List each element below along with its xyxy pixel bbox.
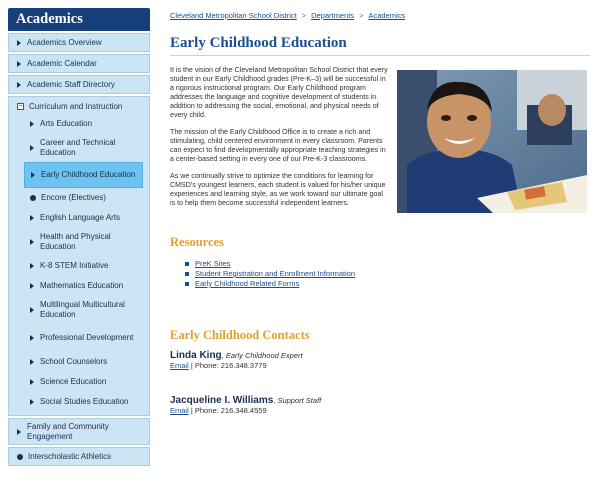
expand-circle-icon (17, 454, 23, 460)
contact-name: Jacqueline I. Williams (170, 395, 274, 406)
contact-card: Jacqueline I. Williams, Support Staff Email | Phone: 216.348.4559 (170, 395, 322, 415)
resources-heading: Resources (170, 235, 224, 249)
list-item (185, 279, 355, 289)
sidebar-subitem-encore[interactable] (24, 188, 143, 208)
breadcrumb-link-district[interactable]: Cleveland Metropolitan School District (170, 11, 297, 20)
paragraph-vision: It is the vision of the Cleveland Metropolitan School District that every student in our Early Childhood grades (Pre-K–3) will be successful in a rigorous instructional program. Our Early Childhood program addresses the language and cognitive development of students in addition to addressing the social, emotional, and physical needs of every child. (170, 66, 388, 119)
sidebar-subitem-science[interactable] (24, 372, 143, 392)
contact-role: Early Childhood Expert (225, 351, 303, 360)
expand-circle-icon (30, 195, 36, 201)
paragraph-mission: The mission of the Early Childhood Office is to create a rich and stimulating, child centered environment in every classroom. Parents can expect to find developmentally appropriate teaching strategies in a center-based setting in every one of our Pre-K-3 classrooms. (170, 128, 386, 163)
breadcrumb (170, 11, 405, 20)
paragraph-goal: As we continually strive to optimize the conditions for learning for CMSD's youngest learners, each student is valued for his/her unique experiences and learning style, as we work toward our ultimate goal is to help them become successful independent learners. (170, 172, 386, 207)
arrow-bullet-icon (30, 307, 34, 313)
sidebar-item-label: Family and Community Engagement (27, 421, 109, 441)
sidebar-subitem-label: Career and Technical Education (40, 138, 116, 157)
sidebar-subitem-label: Encore (Electives) (41, 193, 106, 202)
sidebar-subitem-label: Arts Education (40, 119, 93, 128)
sidebar-subitem-label: Early Childhood Education (41, 170, 136, 179)
sidebar-subitem-health[interactable] (24, 228, 143, 256)
sidebar-item-label: Academic Calendar (27, 59, 97, 68)
arrow-bullet-icon (30, 263, 34, 269)
sidebar-item-academic-calendar[interactable] (8, 54, 150, 73)
sidebar-subitem-label: Professional Development (40, 333, 134, 342)
sidebar-subitem-counselors[interactable] (24, 352, 143, 372)
arrow-bullet-icon (17, 82, 21, 88)
sidebar-nav (8, 8, 150, 466)
sidebar-item-curriculum[interactable] (9, 97, 149, 114)
square-bullet-icon (185, 282, 189, 286)
sidebar-subitem-label: English Language Arts (40, 213, 121, 222)
arrow-bullet-icon (30, 379, 34, 385)
sidebar-subitem-ela[interactable] (24, 208, 143, 228)
arrow-bullet-icon (30, 283, 34, 289)
sidebar-subitem-label: Social Studies Education (40, 397, 129, 406)
breadcrumb-separator: > (301, 11, 307, 20)
sidebar-header: Academics (8, 8, 150, 31)
sidebar-section-label: Curriculum and Instruction (29, 102, 123, 111)
resource-link-forms[interactable]: Early Childhood Related Forms (195, 279, 300, 288)
contact-phone: | Phone: 216.348.4559 (188, 406, 267, 415)
sidebar-item-label: Academic Staff Directory (27, 80, 115, 89)
contact-role: Support Staff (277, 396, 322, 405)
sidebar-subitem-early-childhood[interactable] (24, 162, 143, 188)
breadcrumb-link-departments[interactable]: Departments (311, 11, 355, 20)
contact-email-link[interactable]: Email (170, 361, 189, 370)
arrow-bullet-icon (30, 145, 34, 151)
sidebar-item-academics-overview[interactable] (8, 33, 150, 52)
sidebar-subitem-multilingual[interactable] (24, 296, 143, 324)
arrow-bullet-icon (17, 429, 21, 435)
contact-name: Linda King (170, 350, 222, 361)
sidebar-item-label: Academics Overview (27, 38, 102, 47)
contact-email-link[interactable]: Email (170, 406, 189, 415)
student-photo (397, 70, 587, 213)
arrow-bullet-icon (30, 215, 34, 221)
arrow-bullet-icon (30, 239, 34, 245)
resources-list (185, 259, 355, 289)
sidebar-subitem-professional-dev[interactable] (24, 324, 143, 352)
arrow-bullet-icon (17, 40, 21, 46)
sidebar-item-label: Interscholastic Athletics (28, 452, 112, 461)
title-divider (170, 55, 590, 56)
contacts-heading: Early Childhood Contacts (170, 328, 310, 342)
sidebar-section-curriculum (8, 96, 150, 416)
intro-text (170, 66, 390, 216)
breadcrumb-link-academics[interactable]: Academics (368, 11, 406, 20)
sidebar-item-athletics[interactable] (8, 447, 150, 466)
sidebar-subitem-label: Multilingual Multicultural Education (40, 300, 125, 319)
page-title: Early Childhood Education (170, 35, 347, 51)
sidebar-subitem-label: Mathematics Education (40, 281, 124, 290)
sidebar-subitem-arts[interactable] (24, 114, 143, 134)
arrow-bullet-icon (17, 61, 21, 67)
sidebar-subitem-label: Health and Physical Education (40, 232, 111, 251)
sidebar-subitem-career[interactable] (24, 134, 143, 162)
square-bullet-icon (185, 262, 189, 266)
list-item (185, 259, 355, 269)
sidebar-item-staff-directory[interactable] (8, 75, 150, 94)
arrow-bullet-icon (30, 335, 34, 341)
square-bullet-icon (185, 272, 189, 276)
arrow-bullet-icon (30, 359, 34, 365)
resource-link-prek-sites[interactable]: PreK Sites (195, 259, 231, 268)
contact-phone: | Phone: 216.348.3779 (188, 361, 267, 370)
contact-card: Linda King, Early Childhood Expert Email | Phone: 216.348.3779 (170, 350, 303, 370)
sidebar-item-family-engagement[interactable] (8, 418, 150, 445)
sidebar-subitem-label: Science Education (40, 377, 107, 386)
resource-link-registration[interactable]: Student Registration and Enrollment Information (195, 269, 356, 278)
sidebar-subitem-stem[interactable] (24, 256, 143, 276)
arrow-bullet-icon (30, 121, 34, 127)
sidebar-subitem-label: School Counselors (40, 357, 108, 366)
sidebar-subitem-social-studies[interactable] (24, 392, 143, 412)
list-item (185, 269, 355, 279)
arrow-bullet-icon (31, 172, 35, 178)
breadcrumb-separator: > (359, 11, 364, 20)
arrow-bullet-icon (30, 399, 34, 405)
collapse-icon[interactable]: − (18, 103, 23, 110)
sidebar-subitem-label: K-8 STEM Initiative (40, 261, 109, 270)
sidebar-subitem-math[interactable] (24, 276, 143, 296)
